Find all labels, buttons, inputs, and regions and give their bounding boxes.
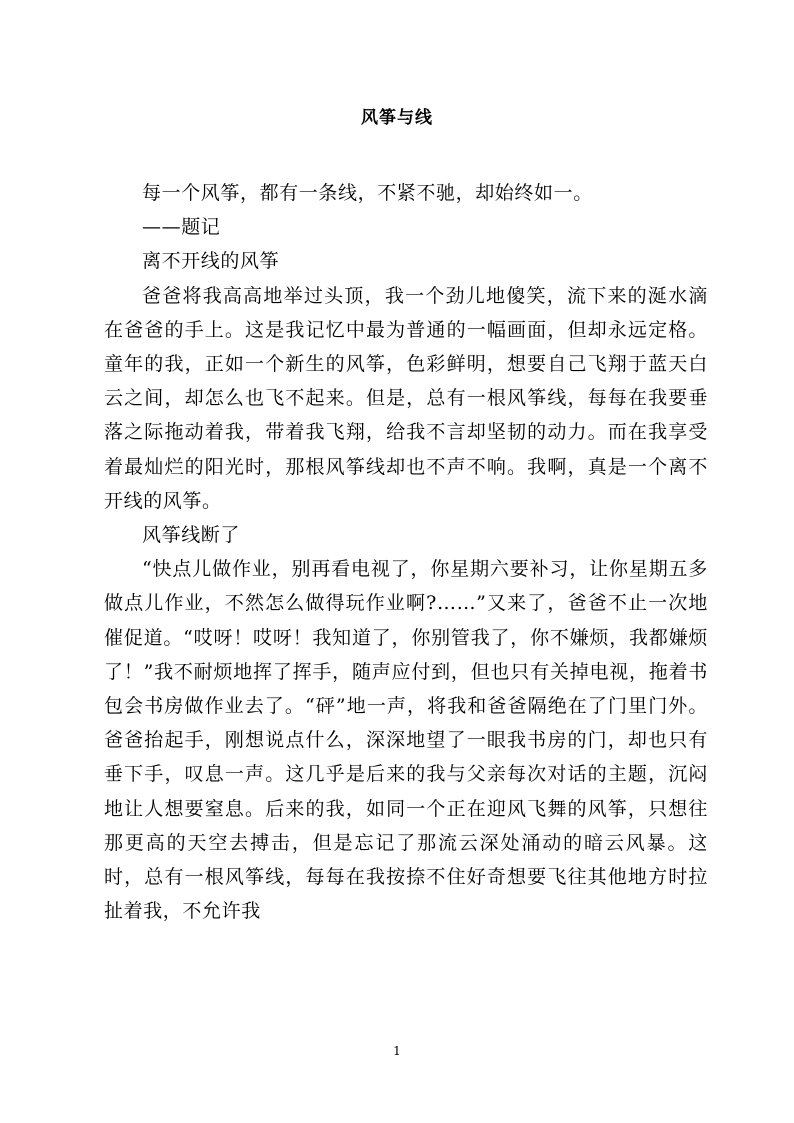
section-heading-1: 离不开线的风筝 (142, 250, 280, 273)
page-number: 1 (393, 1044, 401, 1058)
epigraph-paragraph: 每一个风筝，都有一条线，不紧不驰，却始终如一。 (142, 182, 593, 204)
body-paragraph-2: “快点儿做作业，别再看电视了，你星期六要补习，让你星期五多做点儿作业，不然怎么做得玩作业啊?……”又来了，爸爸不止一次地催促道。“哎呀！哎呀！我知道了，你别管我了，你不嫌烦，我都嫌烦了！”我不耐烦地挥了挥手，随声应付到，但也只有关掉电视，拖着书包会书房做作业去了。“砰”地一声，将我和爸爸隔绝在了门里门外。爸爸抬起手，刚想说点什么，深深地望了一眼我书房的门，却也只有垂下手，叹息一声。这几乎是后来的我与父亲每次对话的主题，沉闷地让人想要窒息。后来的我，如同一个正在迎风飞舞的风筝，只想往那更高的天空去搏击，但是忘记了那流云深处涌动的暗云风暴。这时，总有一根风筝线，每每在我按捺不住好奇想要飞往其他地方时拉扯着我，不允许我 (104, 558, 708, 923)
body-paragraph-1: 爸爸将我高高地举过头顶，我一个劲儿地傻笑，流下来的涎水滴在爸爸的手上。这是我记忆中最为普通的一幅画面，但却永远定格。童年的我，正如一个新生的风筝，色彩鲜明，想要自己飞翔于蓝天白云之间，却怎么也飞不起来。但是，总有一根风筝线，每每在我要垂落之际拖动着我，带着我飞翔，给我不言却坚韧的动力。而在我享受着最灿烂的阳光时，那根风筝线却也不声不响。我啊，真是一个离不开线的风筝。 (104, 284, 708, 512)
document-title: 风筝与线 (361, 108, 433, 128)
document-body (104, 176, 708, 928)
section-heading-2: 风筝线断了 (142, 524, 241, 547)
epigraph-attribution: ——题记 (142, 216, 221, 239)
